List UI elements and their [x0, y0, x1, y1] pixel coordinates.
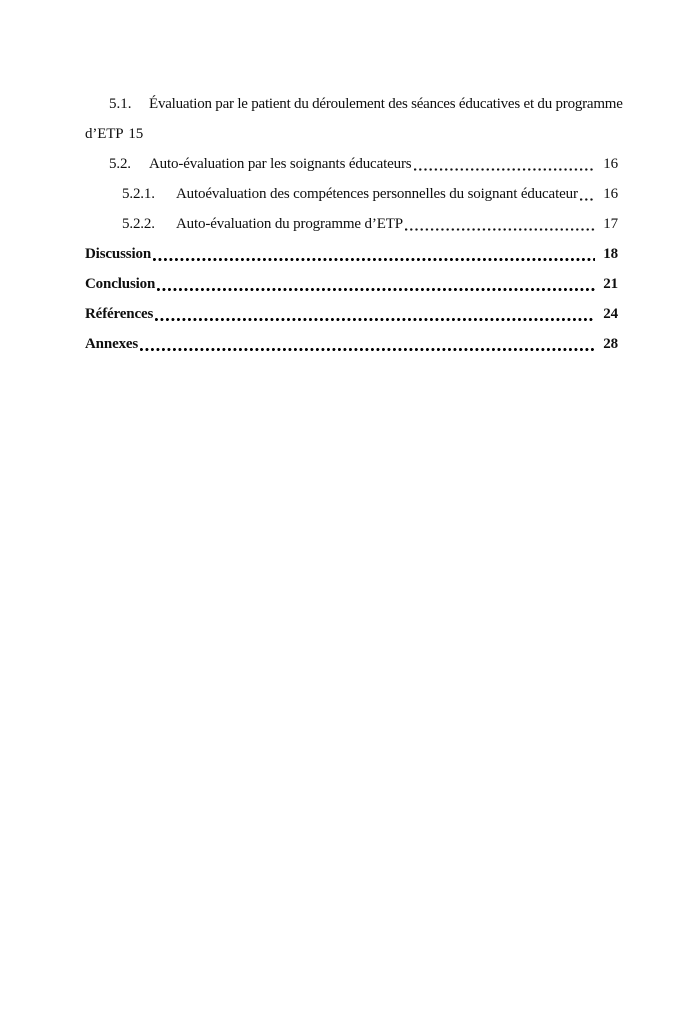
toc-entry-number: 5.2.2. [122, 216, 155, 232]
toc-entry-page-number: 17 [603, 216, 618, 232]
toc-entry-number: 5.1. [109, 96, 132, 112]
toc-entry-page-number: 16 [603, 156, 618, 172]
toc-entry-conclusion[interactable] [85, 269, 618, 299]
toc-entry-page-number: 21 [603, 276, 618, 292]
table-of-contents [85, 89, 623, 359]
toc-entry-title: Autoévaluation des compétences personnelles du soignant éducateur [176, 186, 578, 202]
toc-entry-title: Auto-évaluation du programme d’ETP [176, 216, 403, 232]
toc-entry-page-number: 24 [603, 306, 618, 322]
toc-entry-page-number: 15 [128, 126, 144, 142]
toc-entry-page-number: 16 [603, 186, 618, 202]
dot-leader [578, 179, 599, 209]
toc-entry-number: 5.2. [109, 156, 131, 172]
dot-leader [153, 299, 598, 329]
toc-entry-title-continuation: d’ETP [85, 126, 124, 142]
toc-entry-references[interactable] [85, 299, 618, 329]
toc-entry-number: 5.2.1. [122, 186, 155, 202]
toc-entry-5-2-2[interactable] [85, 209, 618, 239]
toc-entry-5-2[interactable] [85, 149, 618, 179]
toc-entry-title: Conclusion [85, 276, 156, 292]
dot-leader [151, 239, 598, 269]
toc-entry-title: Auto-évaluation par les soignants éducateurs [149, 156, 412, 172]
dot-leader [403, 209, 598, 239]
toc-entry-5-2-1[interactable] [85, 179, 618, 209]
toc-entry-5-1[interactable] [85, 89, 623, 149]
toc-entry-line-2 [85, 119, 618, 149]
toc-entry-title: Références [85, 306, 154, 322]
toc-entry-line-1 [85, 89, 623, 119]
toc-entry-title: Discussion [85, 246, 152, 262]
toc-entry-discussion[interactable] [85, 239, 618, 269]
dot-leader [412, 149, 599, 179]
toc-entry-title: Annexes [85, 336, 139, 352]
dot-leader [138, 329, 598, 359]
toc-entry-page-number: 28 [603, 336, 618, 352]
toc-entry-page-number: 18 [603, 246, 618, 262]
dot-leader [155, 269, 598, 299]
toc-entry-title: Évaluation par le patient du déroulement des séances éducatives et du programme [149, 96, 623, 112]
toc-entry-annexes[interactable] [85, 329, 618, 359]
